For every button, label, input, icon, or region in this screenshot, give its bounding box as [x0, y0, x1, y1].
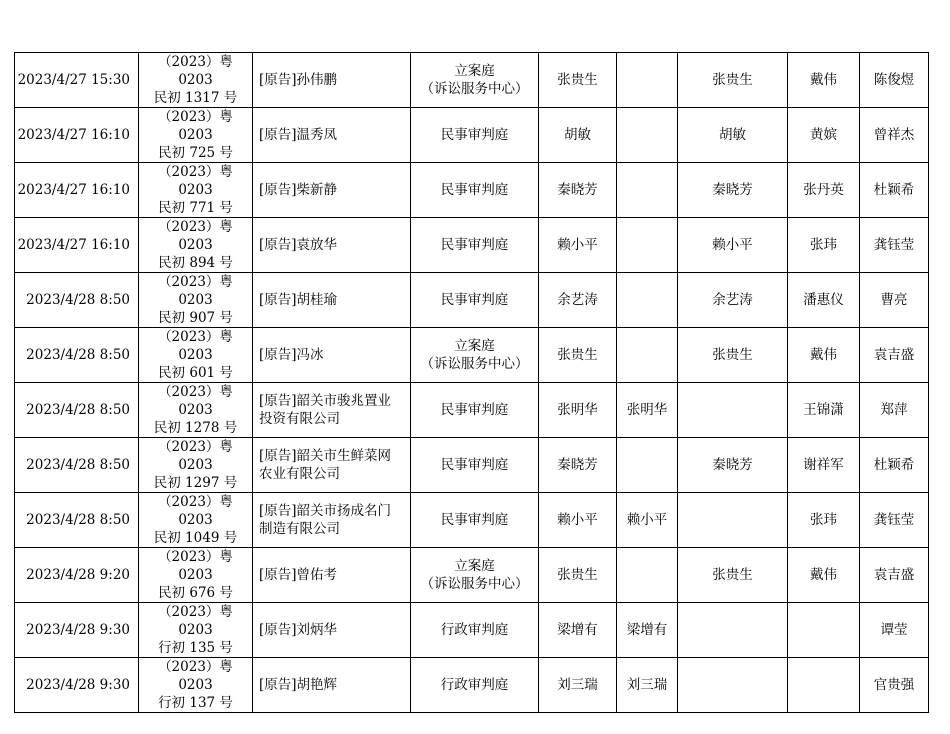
clerk-text: 陈俊煜 — [873, 72, 915, 88]
judge-text: 刘三瑞 — [557, 677, 598, 693]
party-cell — [253, 383, 411, 438]
case-number-text: 民初 894 号 — [158, 255, 233, 271]
hearing-time-cell — [15, 53, 139, 108]
court-division-cell — [411, 603, 539, 658]
court-division-cell — [411, 328, 539, 383]
clerk-cell — [860, 548, 929, 603]
clerk-cell — [860, 328, 929, 383]
panel-member-text: 谢祥军 — [803, 457, 844, 473]
clerk-cell — [860, 658, 929, 713]
judge-text: 赖小平 — [557, 512, 598, 528]
clerk-text: 曹亮 — [880, 292, 908, 308]
hearing-time-text: 2023/4/27 16:10 — [17, 237, 130, 253]
judge-text: 秦晓芳 — [557, 457, 598, 473]
presiding-judge-cell — [617, 548, 678, 603]
clerk-text: 郑萍 — [880, 402, 908, 418]
presiding-judge-cell — [617, 383, 678, 438]
table-row — [15, 53, 929, 108]
party-text: [原告]袁放华 — [259, 237, 338, 253]
party-text: 农业有限公司 — [259, 466, 340, 482]
court-division-text: 民事审判庭 — [440, 237, 509, 253]
court-division-cell — [411, 383, 539, 438]
chief-judge-text: 张贵生 — [712, 72, 753, 88]
judge-cell — [539, 383, 617, 438]
panel-member-cell — [788, 438, 860, 493]
hearing-time-cell — [15, 218, 139, 273]
case-number-text: （2023）粤 0203 — [158, 384, 233, 418]
party-text: [原告]胡桂瑜 — [259, 292, 338, 308]
chief-judge-text: 秦晓芳 — [712, 457, 753, 473]
judge-text: 余艺涛 — [557, 292, 598, 308]
judge-text: 胡敏 — [564, 127, 591, 143]
case-number-text: 民初 907 号 — [158, 310, 233, 326]
chief-judge-cell — [678, 438, 788, 493]
judge-text: 张贵生 — [557, 347, 598, 363]
clerk-text: 谭莹 — [880, 622, 908, 638]
chief-judge-cell — [678, 493, 788, 548]
case-number-text: 行初 135 号 — [158, 640, 233, 656]
court-division-text: 民事审判庭 — [440, 127, 509, 143]
party-cell — [253, 53, 411, 108]
party-cell — [253, 163, 411, 218]
clerk-text: 袁吉盛 — [873, 347, 915, 363]
chief-judge-cell — [678, 163, 788, 218]
panel-member-cell — [788, 383, 860, 438]
hearing-time-text: 2023/4/28 8:50 — [26, 512, 130, 528]
panel-member-text: 张玮 — [810, 512, 837, 528]
case-number-text: （2023）粤 0203 — [158, 274, 233, 308]
chief-judge-cell — [678, 108, 788, 163]
case-number-text: 民初 1297 号 — [153, 475, 238, 491]
clerk-cell — [860, 163, 929, 218]
clerk-text: 杜颖希 — [873, 457, 915, 473]
schedule-body — [15, 53, 929, 713]
party-text: [原告]温秀凤 — [259, 127, 338, 143]
judge-cell — [539, 218, 617, 273]
court-division-text: （诉讼服务中心） — [420, 356, 529, 372]
party-text: [原告]曾佑考 — [259, 567, 338, 583]
court-division-text: 民事审判庭 — [440, 457, 509, 473]
presiding-judge-text: 赖小平 — [626, 512, 668, 528]
party-text: [原告]韶关市生鲜菜网 — [259, 448, 392, 464]
party-text: [原告]柴新静 — [259, 182, 338, 198]
chief-judge-cell — [678, 548, 788, 603]
case-number-text: 民初 676 号 — [158, 585, 233, 601]
table-row — [15, 493, 929, 548]
panel-member-cell — [788, 548, 860, 603]
court-division-text: （诉讼服务中心） — [420, 576, 529, 592]
case-number-text: 民初 725 号 — [158, 145, 233, 161]
case-number-text: 民初 1049 号 — [153, 530, 238, 546]
court-division-text: 民事审判庭 — [440, 512, 509, 528]
hearing-time-cell — [15, 658, 139, 713]
chief-judge-text: 余艺涛 — [712, 292, 753, 308]
case-number-text: （2023）粤 0203 — [158, 659, 233, 693]
judge-text: 赖小平 — [557, 237, 598, 253]
court-division-text: 立案庭 — [454, 558, 495, 574]
presiding-judge-cell — [617, 658, 678, 713]
hearing-time-text: 2023/4/28 8:50 — [26, 457, 130, 473]
presiding-judge-cell — [617, 163, 678, 218]
panel-member-text: 潘惠仪 — [803, 292, 844, 308]
case-number-text: 行初 137 号 — [158, 695, 233, 711]
panel-member-cell — [788, 53, 860, 108]
case-number-text: （2023）粤 0203 — [158, 109, 233, 143]
court-division-cell — [411, 218, 539, 273]
case-number-text: （2023）粤 0203 — [158, 164, 233, 198]
hearing-schedule-table — [14, 52, 929, 713]
presiding-judge-cell — [617, 493, 678, 548]
case-number-cell — [139, 658, 253, 713]
chief-judge-text: 胡敏 — [719, 127, 746, 143]
presiding-judge-text: 张明华 — [626, 402, 668, 418]
presiding-judge-cell — [617, 438, 678, 493]
presiding-judge-text: 刘三瑞 — [626, 677, 668, 693]
court-division-text: 行政审判庭 — [440, 622, 509, 638]
panel-member-text: 张丹英 — [803, 182, 844, 198]
case-number-cell — [139, 108, 253, 163]
case-number-text: （2023）粤 0203 — [158, 549, 233, 583]
hearing-time-cell — [15, 163, 139, 218]
table-row — [15, 163, 929, 218]
hearing-time-cell — [15, 273, 139, 328]
court-division-text: 立案庭 — [454, 338, 495, 354]
judge-cell — [539, 53, 617, 108]
party-cell — [253, 548, 411, 603]
party-text: 投资有限公司 — [259, 411, 340, 427]
presiding-judge-cell — [617, 218, 678, 273]
panel-member-cell — [788, 163, 860, 218]
judge-text: 张贵生 — [557, 567, 598, 583]
case-number-text: （2023）粤 0203 — [158, 439, 233, 473]
panel-member-cell — [788, 108, 860, 163]
presiding-judge-cell — [617, 108, 678, 163]
chief-judge-cell — [678, 273, 788, 328]
hearing-time-text: 2023/4/27 16:10 — [17, 127, 130, 143]
chief-judge-cell — [678, 383, 788, 438]
case-number-cell — [139, 383, 253, 438]
party-cell — [253, 108, 411, 163]
court-division-cell — [411, 108, 539, 163]
panel-member-cell — [788, 493, 860, 548]
presiding-judge-cell — [617, 273, 678, 328]
hearing-time-text: 2023/4/27 16:10 — [17, 182, 130, 198]
table-row — [15, 658, 929, 713]
court-division-cell — [411, 163, 539, 218]
hearing-time-text: 2023/4/28 9:30 — [26, 622, 130, 638]
judge-cell — [539, 603, 617, 658]
hearing-time-text: 2023/4/28 8:50 — [26, 292, 130, 308]
panel-member-cell — [788, 273, 860, 328]
party-text: [原告]刘炳华 — [259, 622, 338, 638]
court-division-cell — [411, 438, 539, 493]
hearing-time-text: 2023/4/28 8:50 — [26, 402, 130, 418]
case-number-text: （2023）粤 0203 — [158, 54, 233, 88]
chief-judge-text: 张贵生 — [712, 567, 753, 583]
case-number-text: 民初 1317 号 — [153, 90, 238, 106]
panel-member-text: 戴伟 — [810, 72, 837, 88]
clerk-text: 龚钰莹 — [873, 237, 915, 253]
panel-member-text: 张玮 — [810, 237, 837, 253]
clerk-text: 杜颖希 — [873, 182, 915, 198]
table-row — [15, 328, 929, 383]
clerk-cell — [860, 218, 929, 273]
party-text: [原告]胡艳辉 — [259, 677, 338, 693]
case-number-text: （2023）粤 0203 — [158, 604, 233, 638]
case-number-cell — [139, 163, 253, 218]
court-division-cell — [411, 53, 539, 108]
chief-judge-text: 张贵生 — [712, 347, 753, 363]
court-division-text: 行政审判庭 — [440, 677, 509, 693]
party-cell — [253, 658, 411, 713]
case-number-text: （2023）粤 0203 — [158, 329, 233, 363]
case-number-cell — [139, 603, 253, 658]
clerk-cell — [860, 108, 929, 163]
party-text: 制造有限公司 — [259, 521, 340, 537]
chief-judge-cell — [678, 603, 788, 658]
presiding-judge-text: 梁增有 — [626, 622, 668, 638]
judge-text: 张贵生 — [557, 72, 598, 88]
party-cell — [253, 603, 411, 658]
clerk-cell — [860, 603, 929, 658]
hearing-time-text: 2023/4/28 9:30 — [26, 677, 130, 693]
clerk-text: 官贵强 — [873, 677, 915, 693]
case-number-cell — [139, 438, 253, 493]
judge-text: 梁增有 — [557, 622, 598, 638]
clerk-cell — [860, 383, 929, 438]
table-row — [15, 273, 929, 328]
court-division-cell — [411, 273, 539, 328]
judge-cell — [539, 273, 617, 328]
table-row — [15, 108, 929, 163]
panel-member-text: 戴伟 — [810, 347, 837, 363]
case-number-text: （2023）粤 0203 — [158, 219, 233, 253]
party-text: [原告]韶关市骏兆置业 — [259, 393, 392, 409]
judge-cell — [539, 108, 617, 163]
case-number-text: （2023）粤 0203 — [158, 494, 233, 528]
judge-cell — [539, 163, 617, 218]
clerk-cell — [860, 53, 929, 108]
clerk-cell — [860, 438, 929, 493]
case-number-text: 民初 601 号 — [158, 365, 233, 381]
case-number-cell — [139, 273, 253, 328]
table-row — [15, 438, 929, 493]
hearing-time-cell — [15, 383, 139, 438]
hearing-time-cell — [15, 603, 139, 658]
court-division-text: 立案庭 — [454, 63, 495, 79]
hearing-time-cell — [15, 548, 139, 603]
clerk-cell — [860, 493, 929, 548]
hearing-time-cell — [15, 108, 139, 163]
case-number-cell — [139, 218, 253, 273]
court-division-text: 民事审判庭 — [440, 292, 509, 308]
hearing-time-cell — [15, 328, 139, 383]
case-number-cell — [139, 493, 253, 548]
hearing-time-cell — [15, 493, 139, 548]
chief-judge-text: 赖小平 — [712, 237, 753, 253]
court-division-cell — [411, 548, 539, 603]
panel-member-cell — [788, 658, 860, 713]
hearing-time-text: 2023/4/28 9:20 — [26, 567, 130, 583]
hearing-time-text: 2023/4/28 8:50 — [26, 347, 130, 363]
panel-member-cell — [788, 328, 860, 383]
court-division-text: 民事审判庭 — [440, 402, 509, 418]
judge-text: 秦晓芳 — [557, 182, 598, 198]
court-division-text: 民事审判庭 — [440, 182, 509, 198]
case-number-cell — [139, 53, 253, 108]
table-row — [15, 548, 929, 603]
case-number-cell — [139, 548, 253, 603]
hearing-time-cell — [15, 438, 139, 493]
party-cell — [253, 493, 411, 548]
judge-text: 张明华 — [557, 402, 598, 418]
judge-cell — [539, 438, 617, 493]
presiding-judge-cell — [617, 603, 678, 658]
table-row — [15, 218, 929, 273]
judge-cell — [539, 328, 617, 383]
table-row — [15, 603, 929, 658]
party-text: [原告]冯冰 — [259, 347, 324, 363]
party-cell — [253, 438, 411, 493]
hearing-time-text: 2023/4/27 15:30 — [17, 72, 130, 88]
clerk-text: 龚钰莹 — [873, 512, 915, 528]
panel-member-text: 王锦潇 — [803, 402, 844, 418]
court-division-cell — [411, 658, 539, 713]
court-division-cell — [411, 493, 539, 548]
chief-judge-cell — [678, 218, 788, 273]
presiding-judge-cell — [617, 53, 678, 108]
judge-cell — [539, 658, 617, 713]
chief-judge-cell — [678, 328, 788, 383]
party-text: [原告]孙伟鹏 — [259, 72, 338, 88]
case-number-text: 民初 1278 号 — [153, 420, 238, 436]
chief-judge-text: 秦晓芳 — [712, 182, 753, 198]
panel-member-cell — [788, 218, 860, 273]
chief-judge-cell — [678, 658, 788, 713]
chief-judge-cell — [678, 53, 788, 108]
clerk-text: 袁吉盛 — [873, 567, 915, 583]
table-row — [15, 383, 929, 438]
judge-cell — [539, 493, 617, 548]
case-number-text: 民初 771 号 — [158, 200, 233, 216]
presiding-judge-cell — [617, 328, 678, 383]
panel-member-text: 戴伟 — [810, 567, 837, 583]
party-cell — [253, 273, 411, 328]
party-cell — [253, 218, 411, 273]
judge-cell — [539, 548, 617, 603]
panel-member-cell — [788, 603, 860, 658]
party-cell — [253, 328, 411, 383]
case-number-cell — [139, 328, 253, 383]
court-division-text: （诉讼服务中心） — [420, 81, 529, 97]
clerk-cell — [860, 273, 929, 328]
clerk-text: 曾祥杰 — [873, 127, 915, 143]
panel-member-text: 黄嫔 — [810, 127, 837, 143]
party-text: [原告]韶关市扬成名门 — [259, 503, 392, 519]
